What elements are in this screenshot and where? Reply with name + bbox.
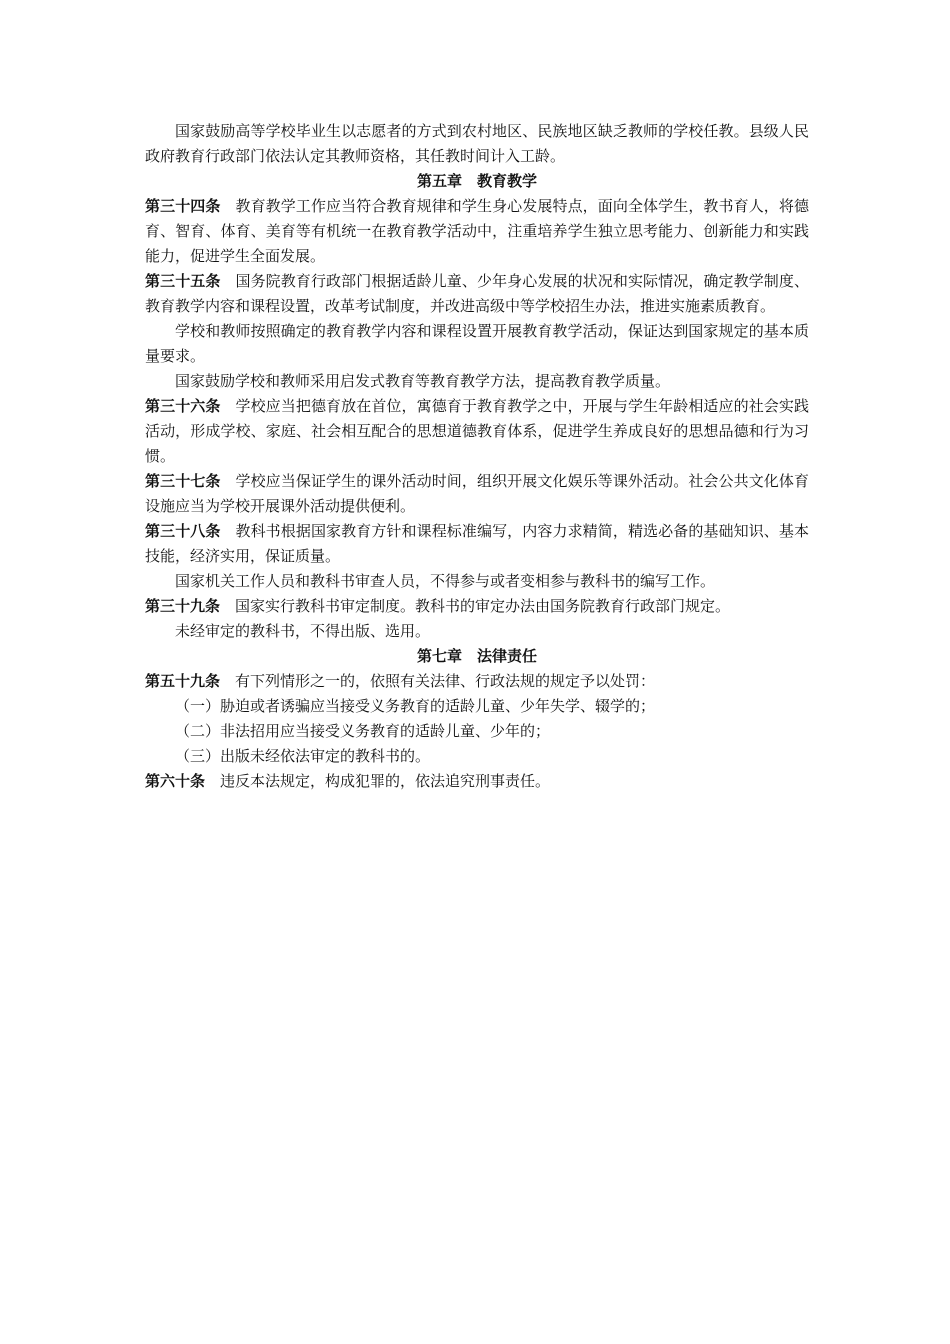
article-38-text: 教科书根据国家教育方针和课程标准编写，内容力求精简，精选必备的基础知识、基本技能，经济实用，保证质量。 <box>145 522 809 565</box>
article-38 <box>145 519 809 569</box>
article-36 <box>145 394 809 469</box>
paragraph-volunteer-teachers: 国家鼓励高等学校毕业生以志愿者的方式到农村地区、民族地区缺乏教师的学校任教。县级人民政府教育行政部门依法认定其教师资格，其任教时间计入工龄。 <box>145 122 809 165</box>
article-38-paragraph-2: 国家机关工作人员和教科书审查人员，不得参与或者变相参与教科书的编写工作。 <box>175 572 716 590</box>
article-36-text: 学校应当把德育放在首位，寓德育于教育教学之中，开展与学生年龄相适应的社会实践活动，形成学校、家庭、社会相互配合的思想道德教育体系，促进学生养成良好的思想品德和行为习惯。 <box>145 397 809 465</box>
article-59-text: 有下列情形之一的，依照有关法律、行政法规的规定予以处罚： <box>235 672 656 690</box>
article-35-number: 第三十五条 <box>145 272 221 290</box>
chapter-7-heading: 第七章 法律责任 <box>416 647 537 665</box>
article-39-paragraph-2: 未经审定的教科书，不得出版、选用。 <box>175 622 431 640</box>
article-36-number: 第三十六条 <box>145 397 221 415</box>
article-60-number: 第六十条 <box>145 772 206 790</box>
article-35-text: 国务院教育行政部门根据适龄儿童、少年身心发展的状况和实际情况，确定教学制度、教育教学内容和课程设置，改革考试制度，并改进高级中等学校招生办法，推进实施素质教育。 <box>145 272 809 315</box>
article-39-number: 第三十九条 <box>145 597 221 615</box>
article-59 <box>145 669 809 694</box>
article-35 <box>145 269 809 319</box>
article-59-item-1: （一）胁迫或者诱骗应当接受义务教育的适龄儿童、少年失学、辍学的； <box>175 697 656 715</box>
article-59-number: 第五十九条 <box>145 672 221 690</box>
article-37-number: 第三十七条 <box>145 472 221 490</box>
article-37 <box>145 469 809 519</box>
article-38-number: 第三十八条 <box>145 522 221 540</box>
chapter-5-heading: 第五章 教育教学 <box>416 172 537 190</box>
article-59-item-2: （二）非法招用应当接受义务教育的适龄儿童、少年的； <box>175 722 551 740</box>
article-35-paragraph-2: 学校和教师按照确定的教育教学内容和课程设置开展教育教学活动，保证达到国家规定的基本质量要求。 <box>145 322 809 365</box>
document-page <box>145 119 809 794</box>
article-60 <box>145 769 809 794</box>
article-35-paragraph-3: 国家鼓励学校和教师采用启发式教育等教育教学方法，提高教育教学质量。 <box>175 372 671 390</box>
article-59-item-3: （三）出版未经依法审定的教科书的。 <box>175 747 431 765</box>
article-39-text: 国家实行教科书审定制度。教科书的审定办法由国务院教育行政部门规定。 <box>235 597 731 615</box>
article-60-text: 违反本法规定，构成犯罪的，依法追究刑事责任。 <box>220 772 551 790</box>
article-37-text: 学校应当保证学生的课外活动时间，组织开展文化娱乐等课外活动。社会公共文化体育设施应当为学校开展课外活动提供便利。 <box>145 472 809 515</box>
article-34-text: 教育教学工作应当符合教育规律和学生身心发展特点，面向全体学生，教书育人，将德育、智育、体育、美育等有机统一在教育教学活动中，注重培养学生独立思考能力、创新能力和实践能力，促进学生全面发展。 <box>145 197 809 265</box>
article-34-number: 第三十四条 <box>145 197 221 215</box>
article-39 <box>145 594 809 619</box>
article-34 <box>145 194 809 269</box>
